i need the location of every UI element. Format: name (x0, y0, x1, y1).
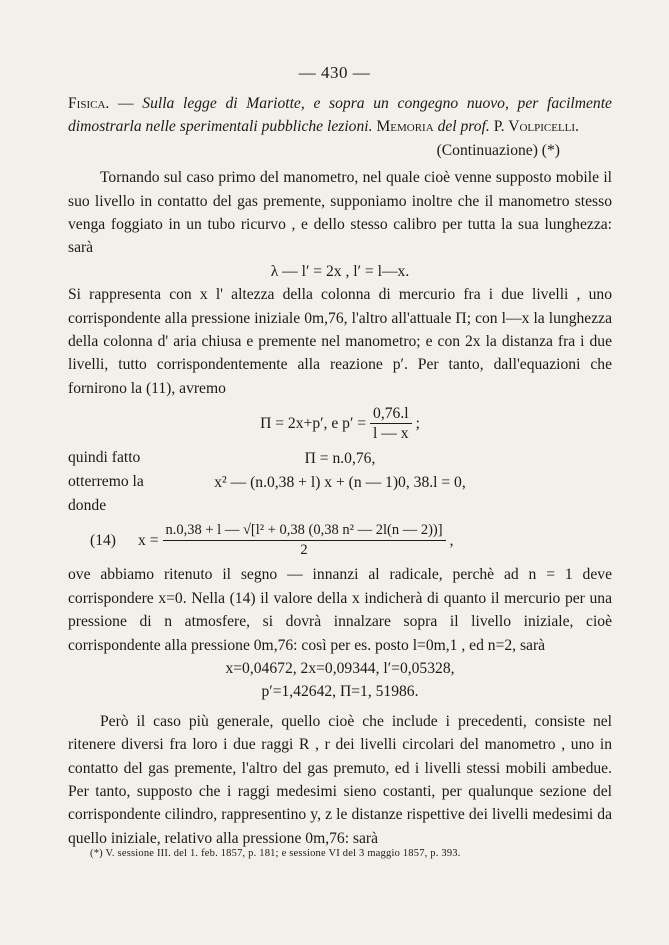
continuation-note: (Continuazione) (*) (436, 141, 560, 159)
equation-5-denominator: 2 (300, 541, 308, 558)
equation-2 (68, 400, 612, 446)
heading-dash: — (117, 95, 134, 112)
equation-5-numerator: n.0,38 + l — √[l² + 0,38 (0,38 n² — 2l(n — 2))] (163, 521, 446, 541)
equation-5-fraction (163, 521, 446, 560)
quindi-fatto: quindi fatto (68, 449, 141, 467)
equation-3: Π = n.0,76, (304, 449, 376, 467)
section-label: Fisica. (68, 95, 110, 112)
heading (68, 92, 612, 139)
del-prof: del prof. (437, 118, 490, 136)
equation-2-denominator: l — x (373, 424, 409, 442)
author-name: P. Volpicelli. (493, 118, 579, 136)
paragraph-2: Si rappresenta con x l' altezza della colonna di mercurio fra i due livelli , uno corrispondente alla pressione iniziale 0m,76, l'altro all'attuale Π; con l—x la lunghezza della colonna d' aria chiusa e premente nel manometro; e con 2x la distanza fra i due livelli, tutto corrispondentemente alla reazione p′. Per tanto, dall'equazioni che fornirono la (11), avremo (68, 286, 612, 397)
heading-title: Sulla legge di Mariotte, e sopra un congegno nuovo, per facilmente dimostrarla nelle sperimentali pubbliche lezioni. (68, 95, 612, 136)
equation-2-numerator: 0,76.l (370, 404, 412, 424)
paragraph-1: Tornando sul caso primo del manometro, nel quale cioè venne supposto mobile il suo livello in contatto del gas premente, supponiamo inoltre che il manometro stesso venga foggiato in un tubo ricurvo , e dello stesso calibro per tutta la sua lunghezza: sarà (68, 169, 612, 257)
equation-2-tail: ; (415, 414, 420, 432)
paragraph-3: ove abbiamo ritenuto il segno — innanzi al radicale, perchè ad n = 1 deve corrispondere x=0. Nella (14) il valore della x indicherà di quanto il mercurio per una pressione di n atmosfere, si dovrà innalzare sopra il livello iniziale, cioè corrispondente alla pressione 0m,76: così per es. posto l=0m,1 , ed n=2, sarà (68, 566, 612, 654)
main-text (68, 92, 612, 850)
donde: donde (68, 496, 107, 514)
otterremo-la: otterremo la (68, 473, 144, 491)
equation-5 (68, 517, 612, 563)
equation-5-label: (14) (90, 531, 116, 549)
equation-2-lhs: Π = 2x+p′, e p′ = (260, 414, 367, 432)
page-number: — 430 — (298, 63, 371, 82)
paragraph-4: Però il caso più generale, quello cioè che include i precedenti, consiste nel ritenere diversi fra loro i due raggi R , r dei livelli circolari del manometro , uno in contatto del gas premente, l'altro del gas premuto, ed i livelli stessi mobili ambedue. Per tanto, supposto che i raggi medesimi sieno costanti, per qualunque sezione del corrispondente cilindro, rappresentino y, z le distanze rispettive dei livelli medesimi da quello iniziale, relativo alla pressione 0m,76: sarà (68, 712, 612, 847)
equation-6: x=0,04672, 2x=0,09344, l′=0,05328, (225, 659, 455, 677)
memoria-label: Memoria (376, 118, 434, 136)
footnote: (*) V. sessione III. del 1. feb. 1857, p. 181; e sessione VI del 3 maggio 1857, p. 393. (90, 848, 461, 859)
equation-2-fraction (370, 404, 412, 443)
equation-5-tail: , (449, 531, 454, 549)
equation-4: x² — (n.0,38 + l) x + (n — 1)0, 38.l = 0, (214, 473, 466, 491)
equation-7: p′=1,42642, Π=1, 51986. (261, 683, 419, 701)
equation-5-lhs: x = (138, 531, 159, 549)
equation-1: λ — l′ = 2x , l′ = l—x. (270, 262, 410, 280)
